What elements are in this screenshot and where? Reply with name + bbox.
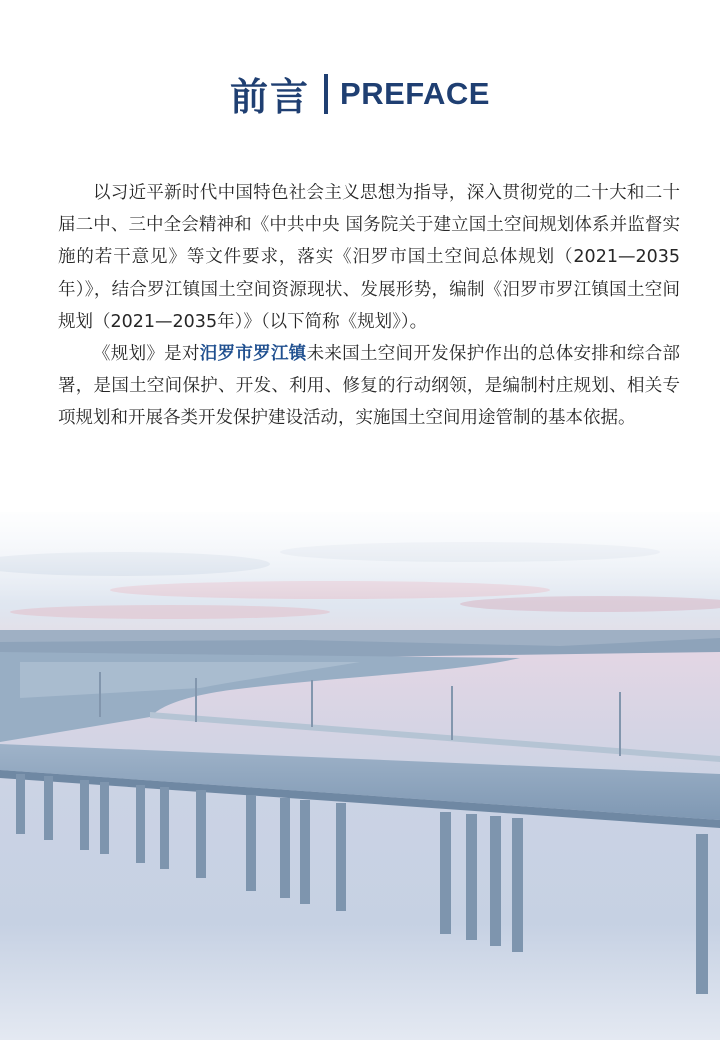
preface-paragraph-1: 以习近平新时代中国特色社会主义思想为指导，深入贯彻党的二十大和二十届二中、三中全会精神和《中共中央 国务院关于建立国土空间规划体系并监督实施的若干意见》等文件要求，落实《汨罗市国土空间总体规划（2021—2035年）》，结合罗江镇国土空间资源现状、发展形势，编制《汨罗市罗江镇国土空间规划（2021—2035年）》（以下简称《规划》）。 bbox=[58, 183, 680, 332]
bridge-river-illustration bbox=[0, 512, 720, 1040]
paragraph-2-lead: 《规划》是对 bbox=[93, 344, 200, 365]
title-english: PREFACE bbox=[340, 75, 490, 111]
paragraph-2-rest: 未来国土空间开发保护作出的总体安排和综合部署，是国土空间保护、开发、利用、修复的行动纲领，是编制村庄规划、相关专项规划和开展各类开发保护建设活动，实施国土空间用途管制的基本依据。 bbox=[58, 344, 680, 429]
bridge-photo bbox=[0, 512, 720, 1040]
title-chinese: 前言 bbox=[230, 75, 311, 119]
preface-paragraph-2 bbox=[58, 338, 680, 435]
preface-body bbox=[58, 177, 680, 435]
page-title bbox=[0, 66, 720, 121]
highlighted-town-name: 汨罗市罗江镇 bbox=[199, 344, 307, 365]
title-divider bbox=[324, 74, 328, 114]
